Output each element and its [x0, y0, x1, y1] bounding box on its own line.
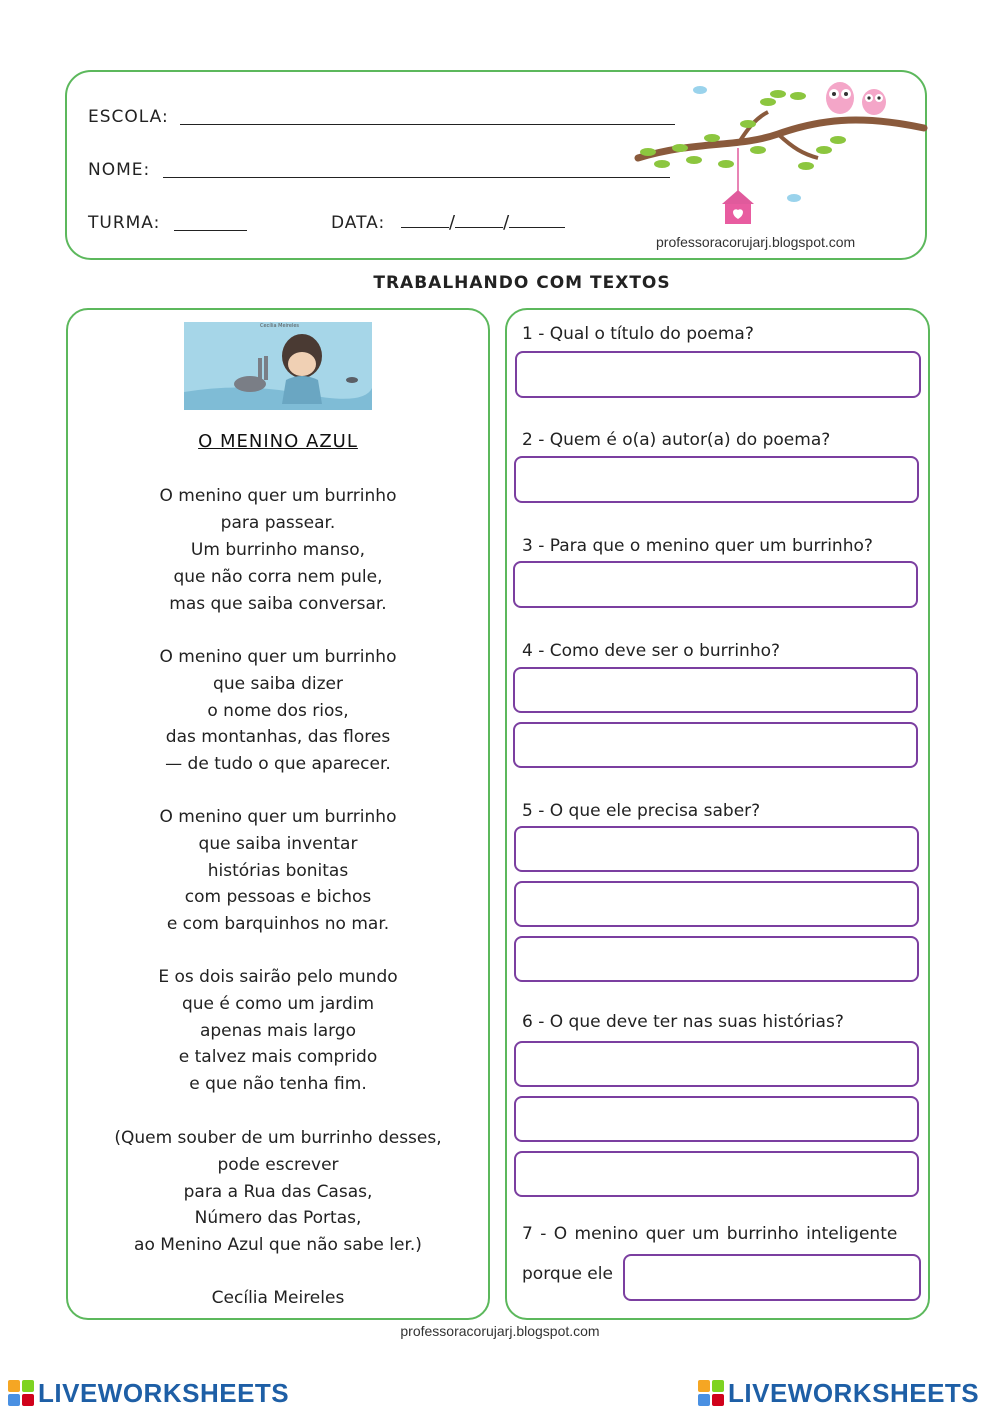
liveworksheets-logo-left[interactable] [8, 1378, 289, 1408]
poem-line: mas que saiba conversar. [169, 594, 387, 614]
liveworksheets-brand: LIVEWORKSHEETS [38, 1377, 290, 1408]
blog-url-top: professoracorujarj.blogspot.com [656, 234, 856, 250]
answer-box-2[interactable] [514, 456, 919, 503]
answer-box-7[interactable] [623, 1254, 921, 1301]
poem-line: que saiba dizer [213, 674, 343, 694]
owl-branch-illustration [628, 78, 928, 238]
question-6: 6 - O que deve ter nas suas histórias? [522, 1012, 844, 1032]
poem-line: com pessoas e bichos [184, 887, 372, 907]
liveworksheets-icon [8, 1380, 34, 1406]
poem-line: O menino quer um burrinho [159, 486, 397, 506]
poem-line: histórias bonitas [207, 861, 349, 881]
answer-box-6a[interactable] [514, 1041, 919, 1087]
poem-line: (Quem souber de um burrinho desses, [114, 1128, 442, 1148]
poem-line: o nome dos rios, [207, 701, 349, 721]
poem-line: que é como um jardim [181, 994, 375, 1014]
question-3: 3 - Para que o menino quer um burrinho? [522, 536, 873, 556]
question-1: 1 - Qual o título do poema? [522, 324, 754, 344]
worksheet-title: TRABALHANDO COM TEXTOS [373, 273, 671, 293]
poem-title: O MENINO AZUL [198, 431, 358, 452]
poem-line: O menino quer um burrinho [159, 807, 397, 827]
liveworksheets-icon [698, 1380, 724, 1406]
poem-line: pode escrever [217, 1155, 339, 1175]
question-7: 7 - O menino quer um burrinho inteligente [522, 1224, 898, 1244]
poem-author: Cecília Meireles [211, 1288, 345, 1308]
question-7-continuation: porque ele [522, 1264, 613, 1284]
poem-line: Um burrinho manso, [190, 540, 366, 560]
poem-line: para passear. [220, 513, 336, 533]
answer-box-6b[interactable] [514, 1096, 919, 1142]
boy-donkey-illustration [184, 322, 372, 410]
question-4: 4 - Como deve ser o burrinho? [522, 641, 781, 661]
name-line[interactable] [163, 177, 670, 178]
liveworksheets-logo-right[interactable] [698, 1378, 979, 1408]
answer-box-5a[interactable] [514, 826, 919, 872]
answer-box-6c[interactable] [514, 1151, 919, 1197]
answer-box-4b[interactable] [513, 722, 918, 768]
class-label: TURMA: [88, 213, 161, 233]
blog-url-bottom: professoracorujarj.blogspot.com [400, 1323, 600, 1339]
poem-line: E os dois sairão pelo mundo [158, 967, 398, 987]
poem-line: que saiba inventar [198, 834, 358, 854]
poem-line: e talvez mais comprido [178, 1047, 378, 1067]
liveworksheets-brand: LIVEWORKSHEETS [728, 1377, 980, 1408]
poem-line: e que não tenha fim. [189, 1074, 367, 1094]
poem-line: Número das Portas, [194, 1208, 362, 1228]
question-2: 2 - Quem é o(a) autor(a) do poema? [522, 430, 831, 450]
answer-box-4a[interactable] [513, 667, 918, 713]
poem-line: das montanhas, das flores [165, 727, 391, 747]
school-label: ESCOLA: [88, 107, 169, 127]
question-5: 5 - O que ele precisa saber? [522, 801, 761, 821]
name-label: NOME: [88, 160, 151, 180]
answer-box-5b[interactable] [514, 881, 919, 927]
date-label: DATA: [331, 213, 386, 233]
school-line[interactable] [180, 124, 675, 125]
poem-line: e com barquinhos no mar. [166, 914, 390, 934]
poem-line: para a Rua das Casas, [183, 1182, 373, 1202]
answer-box-1[interactable] [515, 351, 921, 398]
poem-line: ao Menino Azul que não sabe ler.) [134, 1235, 422, 1255]
poem-line: — de tudo o que aparecer. [165, 754, 391, 774]
class-line[interactable] [174, 230, 247, 231]
poem-line: que não corra nem pule, [173, 567, 383, 587]
answer-box-5c[interactable] [514, 936, 919, 982]
illustration-caption: Cecília Meireles [260, 323, 300, 329]
poem-line: O menino quer um burrinho [159, 647, 397, 667]
date-blanks[interactable]: / / [401, 212, 565, 233]
poem-line: apenas mais largo [199, 1021, 357, 1041]
answer-box-3[interactable] [513, 561, 918, 608]
